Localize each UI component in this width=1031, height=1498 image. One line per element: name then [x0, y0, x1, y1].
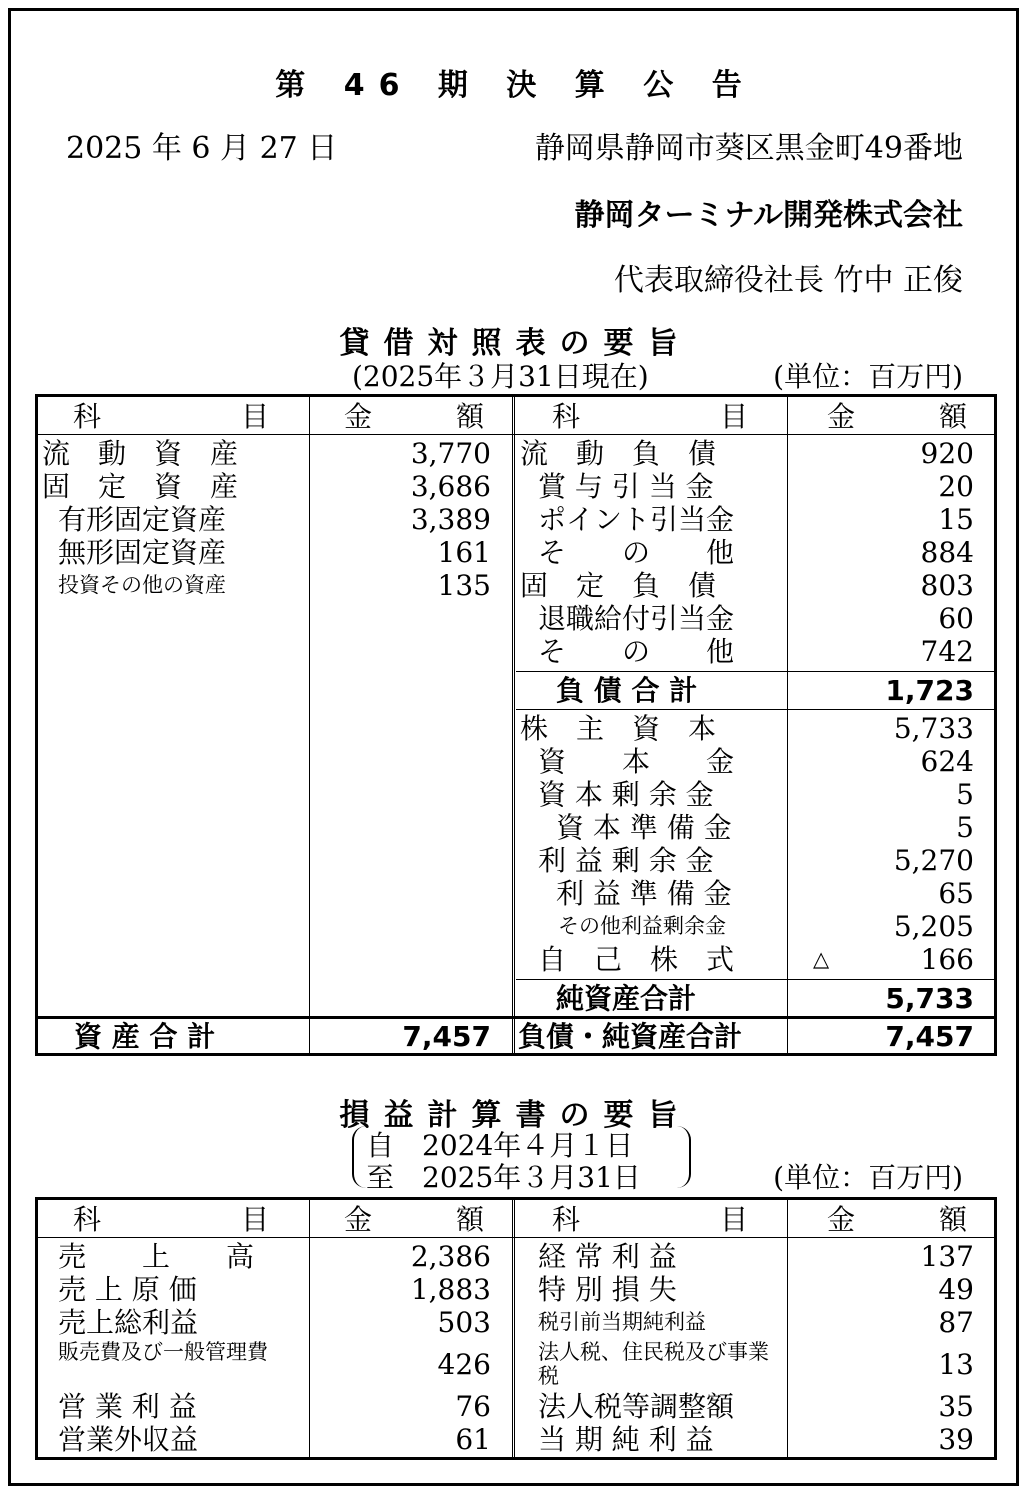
balance-sheet-table: [35, 394, 997, 1056]
equity-value: 5: [956, 811, 974, 844]
liability-label: 流 動 負 債: [520, 437, 717, 470]
liability-label: ポイント引当金: [538, 503, 735, 536]
pl-item-value: 76: [455, 1390, 491, 1423]
pl-item-value: 13: [938, 1348, 974, 1381]
bs-right-header-item: 科 目: [552, 400, 749, 433]
liabilities-total-label: 負 債 合 計: [556, 674, 698, 707]
asset-value: 135: [437, 569, 491, 602]
pl-title: 損益計算書の要旨: [339, 1098, 692, 1133]
equity-value: 166: [920, 943, 974, 976]
equity-label: 株 主 資 本: [520, 712, 717, 745]
liabilities-total-value: 1,723: [885, 674, 974, 707]
company-address: 静岡県静岡市葵区黒金町49番地: [534, 131, 963, 166]
equity-label: 自 己 株 式: [538, 943, 735, 976]
equity-label: 利 益 剰 余 金: [538, 844, 714, 877]
pl-item-label: 経 常 利 益: [538, 1240, 677, 1273]
liability-value: 60: [938, 602, 974, 635]
pl-period-to: 至 2025年３月31日: [366, 1161, 641, 1194]
pl-item-label: 法人税等調整額: [538, 1390, 735, 1423]
equity-label: 資 本 金: [538, 745, 735, 778]
net-assets-total-label: 純資産合計: [556, 982, 697, 1015]
assets-total-label: 資 産 合 計: [74, 1020, 216, 1053]
equity-value: 5,270: [893, 844, 974, 877]
pl-item-value: 426: [437, 1348, 491, 1381]
equity-value: 5: [956, 778, 974, 811]
asset-value: 3,770: [410, 437, 491, 470]
equity-label: 資 本 剰 余 金: [538, 778, 714, 811]
bs-left-header-amount: 金 額: [344, 400, 485, 433]
equity-label: その他利益剰余金: [558, 914, 726, 938]
asset-value: 3,686: [410, 470, 491, 503]
equity-label: 利 益 準 備 金: [556, 877, 732, 910]
asset-label: 投資その他の資産: [58, 573, 226, 597]
pl-left-header-item: 科 目: [73, 1203, 270, 1236]
page-title: 第 46 期 決 算 公 告: [275, 68, 756, 103]
liability-label: 賞 与 引 当 金: [538, 470, 714, 503]
liability-value: 803: [920, 569, 974, 602]
equity-value: 624: [920, 745, 974, 778]
asset-label: 無形固定資産: [58, 536, 227, 569]
liability-label: そ の 他: [538, 635, 735, 668]
asset-value: 3,389: [410, 503, 491, 536]
pl-item-label: 当 期 純 利 益: [538, 1423, 714, 1456]
pl-item-value: 61: [455, 1423, 491, 1456]
pl-item-label: 特 別 損 失: [538, 1273, 677, 1306]
pl-item-label: 営 業 利 益: [58, 1390, 197, 1423]
pl-item-value: 49: [938, 1273, 974, 1306]
bs-unit: (単位：百万円): [773, 360, 963, 393]
liability-value: 20: [938, 470, 974, 503]
asset-label: 流 動 資 産: [42, 437, 239, 470]
pl-item-label: 売 上 高: [58, 1240, 255, 1273]
asset-label: 有形固定資産: [58, 503, 227, 536]
net-assets-total-value: 5,733: [885, 982, 974, 1015]
asset-value: 161: [437, 536, 491, 569]
pl-unit: (単位：百万円): [773, 1161, 963, 1194]
assets-total-value: 7,457: [402, 1020, 491, 1053]
pl-period-from: 自 2024年４月１日: [366, 1129, 634, 1162]
announcement-date: 2025 年 6 月 27 日: [66, 131, 338, 166]
liability-label: 固 定 負 債: [520, 569, 717, 602]
liability-value: 742: [920, 635, 974, 668]
equity-value: 65: [938, 877, 974, 910]
pl-item-label: 営業外収益: [58, 1423, 199, 1456]
pl-item-label: 税引前当期純利益: [538, 1310, 706, 1334]
representative: 代表取締役社長 竹中 正俊: [613, 263, 963, 298]
income-statement-table: [35, 1197, 997, 1460]
pl-item-value: 39: [938, 1423, 974, 1456]
pl-right-header-item: 科 目: [552, 1203, 749, 1236]
pl-right-header-amount: 金 額: [827, 1203, 968, 1236]
negative-mark: △: [813, 947, 830, 971]
pl-item-value: 1,883: [410, 1273, 491, 1306]
pl-item-label: 法人税、住民税及び事業税: [538, 1340, 769, 1388]
bs-right-header-amount: 金 額: [827, 400, 968, 433]
pl-item-value: 35: [938, 1390, 974, 1423]
liab-net-total-value: 7,457: [885, 1020, 974, 1053]
bs-as-of: (2025年３月31日現在): [352, 360, 649, 393]
liability-value: 15: [938, 503, 974, 536]
company-name: 静岡ターミナル開発株式会社: [574, 198, 963, 233]
equity-label: 資 本 準 備 金: [556, 811, 732, 844]
equity-value: 5,205: [893, 910, 974, 943]
pl-item-value: 2,386: [410, 1240, 491, 1273]
bs-left-header-item: 科 目: [73, 400, 270, 433]
pl-item-value: 503: [437, 1306, 491, 1339]
pl-item-value: 137: [920, 1240, 974, 1273]
asset-label: 固 定 資 産: [42, 470, 239, 503]
equity-value: 5,733: [893, 712, 974, 745]
pl-item-value: 87: [938, 1306, 974, 1339]
liability-label: 退職給付引当金: [538, 602, 735, 635]
bs-title: 貸借対照表の要旨: [339, 326, 692, 361]
pl-item-label: 販売費及び一般管理費: [58, 1340, 268, 1364]
pl-item-label: 売 上 原 価: [58, 1273, 197, 1306]
pl-left-header-amount: 金 額: [344, 1203, 485, 1236]
liability-value: 920: [920, 437, 974, 470]
liability-label: そ の 他: [538, 536, 735, 569]
liab-net-total-label: 負債・純資産合計: [518, 1020, 743, 1053]
pl-item-label: 売上総利益: [58, 1306, 199, 1339]
liability-value: 884: [920, 536, 974, 569]
